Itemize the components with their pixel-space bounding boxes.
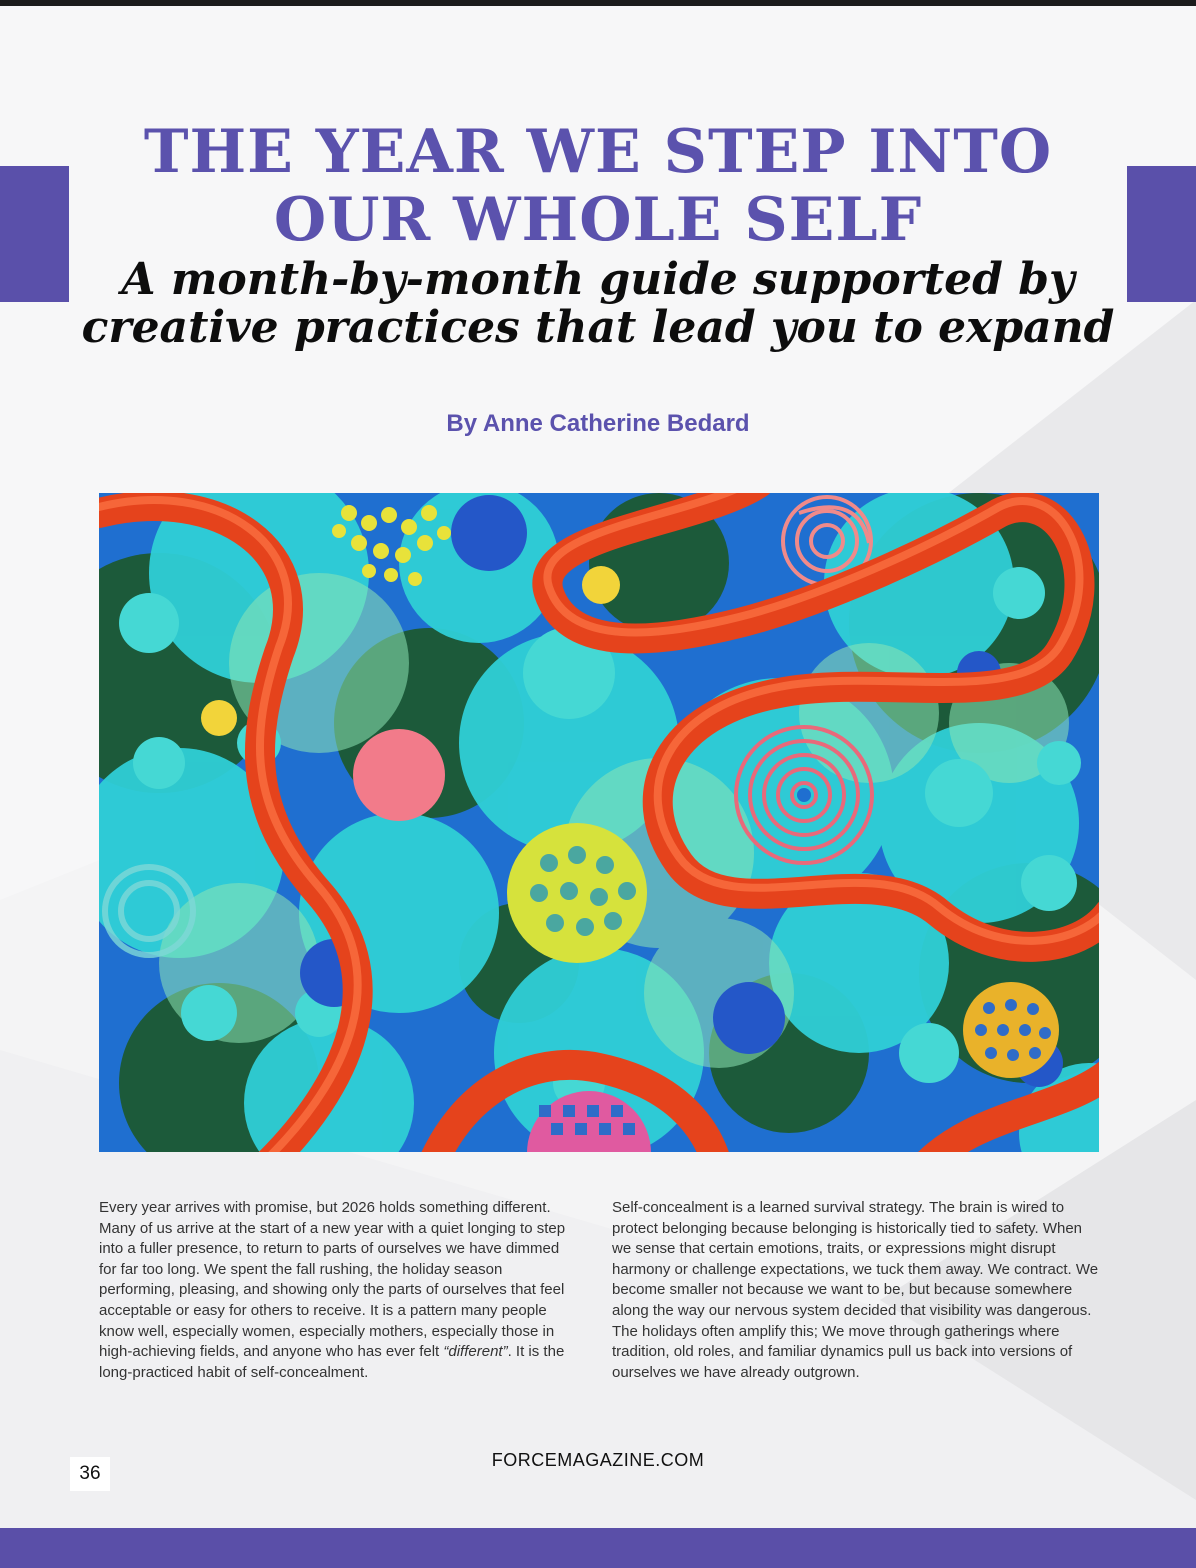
page-number: 36 — [70, 1457, 110, 1491]
left-accent-block — [0, 166, 69, 302]
article-column-left — [99, 1198, 574, 1383]
article-subtitle — [80, 256, 1116, 352]
magazine-website-link[interactable]: FORCEMAGAZINE.COM — [491, 1450, 705, 1470]
subtitle-line-1: A month-by-month guide supported by — [121, 254, 1075, 305]
abstract-painting-image — [99, 493, 1099, 1152]
subtitle-line-2: creative practices that lead you to expand — [81, 302, 1115, 353]
author-byline: By Anne Catherine Bedard — [446, 410, 750, 437]
title-line-2: OUR WHOLE SELF — [273, 185, 923, 255]
article-column-right: Self-concealment is a learned survival strategy. The brain is wired to protect belonging because belonging is historically tied to safety. When we sense that certain emotions, traits, or expressions might disrupt harmony or challenge expectations, we tuck them away. We contract. We become smaller not because we want to be, but because somewhere along the way our nervous system decided that visibility was dangerous. The holidays often amplify this; We move through gatherings where tradition, old roles, and familiar dynamics pull us back into versions of ourselves we have already outgrown. — [612, 1199, 1099, 1381]
left-paragraph-end: . It is the long-practiced habit of self-concealment. — [99, 1343, 565, 1381]
title-line-1: THE YEAR WE STEP INTO — [143, 117, 1053, 187]
top-border-bar — [0, 0, 1196, 6]
right-accent-block — [1127, 166, 1196, 302]
left-paragraph-text: Every year arrives with promise, but 2026 holds something different. Many of us arrive at the start of a new year with a quiet longing to step into a fuller presence, to return to parts of ourselves we have dimmed for far too long. We spent the fall rushing, the holiday season performing, pleasing, and showing only the parts of ourselves that feel acceptable or easy for others to receive. It is a pattern many people know well, especially women, especially mothers, especially those in high-achieving fields, and anyone who has ever felt — [99, 1199, 566, 1361]
bottom-border-bar — [0, 1528, 1196, 1568]
left-paragraph-emphasis: “different” — [443, 1343, 508, 1361]
hero-painting — [99, 493, 1099, 1152]
article-title — [100, 118, 1096, 254]
